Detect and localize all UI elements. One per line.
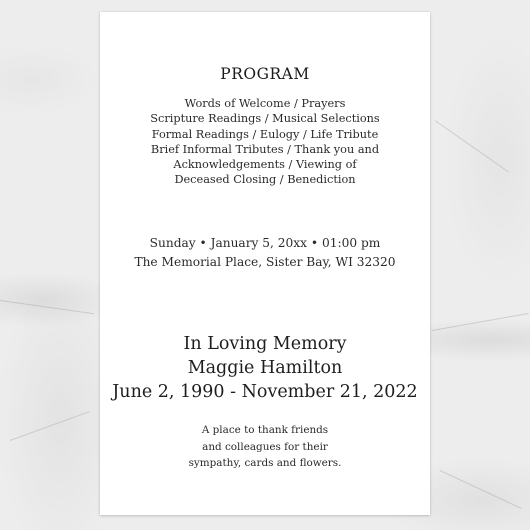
program-item: Brief Informal Tributes / Thank you and [150, 142, 380, 156]
program-item: Words of Welcome / Prayers [184, 97, 346, 110]
note-line: and colleagues for their [202, 440, 328, 453]
marble-vein [435, 120, 509, 172]
thank-you-note [100, 422, 430, 472]
marble-vein [440, 470, 522, 509]
marble-vein [10, 411, 90, 441]
program-title: PROGRAM [220, 65, 310, 83]
service-info [100, 234, 430, 272]
marble-vein [432, 313, 529, 331]
note-line: sympathy, cards and flowers. [188, 457, 342, 469]
service-location: The Memorial Place, Sister Bay, WI 32320 [134, 255, 396, 269]
memorial-block [100, 332, 430, 404]
program-item: Deceased Closing / Benediction [174, 173, 356, 187]
program-items [100, 96, 430, 188]
marble-vein [0, 300, 94, 314]
deceased-name: Maggie Hamilton [187, 358, 343, 378]
memorial-heading: In Loving Memory [183, 334, 347, 354]
service-datetime: Sunday • January 5, 20xx • 01:00 pm [149, 236, 381, 250]
program-card [100, 12, 430, 515]
program-item: Formal Readings / Eulogy / Life Tribute [151, 127, 379, 141]
program-item: Scripture Readings / Musical Selections [150, 112, 380, 126]
program-item: Acknowledgements / Viewing of [173, 158, 357, 172]
life-dates: June 2, 1990 - November 21, 2022 [112, 382, 418, 402]
note-line: A place to thank friends [201, 424, 329, 436]
